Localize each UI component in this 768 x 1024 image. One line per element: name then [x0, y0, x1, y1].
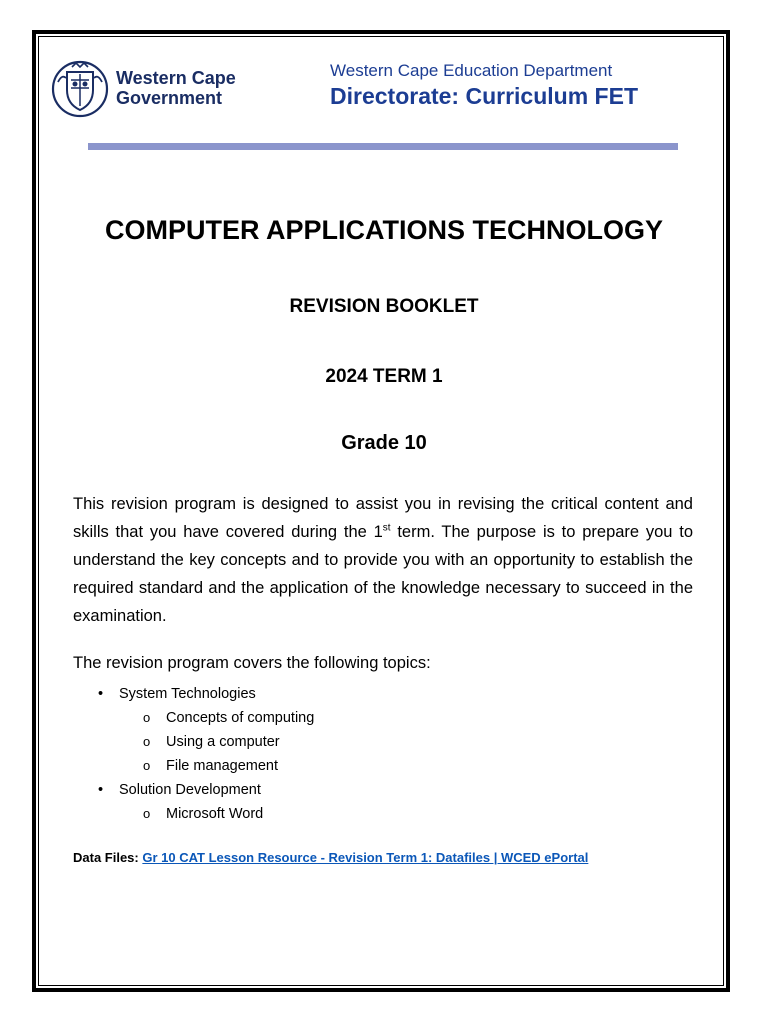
booklet-subtitle: REVISION BOOKLET — [289, 296, 479, 317]
paragraph-part1: This revision program is designed to assist you in revising the critical content and skills that you have covered during the 1 — [73, 495, 693, 541]
intro-paragraph — [73, 490, 693, 630]
circle-bullet-icon: o — [143, 734, 151, 749]
data-files-link[interactable]: Gr 10 CAT Lesson Resource - Revision Term 1: Datafiles | WCED ePortal — [142, 850, 589, 865]
topics-intro: The revision program covers the following topics: — [73, 654, 431, 672]
page-title: COMPUTER APPLICATIONS TECHNOLOGY — [104, 215, 663, 245]
circle-bullet-icon: o — [143, 806, 151, 821]
wcg-logo — [50, 60, 270, 120]
term-subtitle: 2024 TERM 1 — [325, 366, 443, 387]
data-files-line — [73, 850, 588, 865]
header-rule — [88, 143, 678, 150]
grade-subtitle: Grade 10 — [341, 432, 427, 454]
bullet-icon: • — [98, 782, 104, 798]
circle-bullet-icon: o — [143, 758, 151, 773]
paragraph-part2: term. The purpose is to prepare you to understand the key concepts and to provide you with an opportunity to establish the required standard and the application of the knowledge necessary to succeed in the examination. — [73, 523, 694, 625]
paragraph-superscript: st — [382, 522, 391, 534]
logo-text — [116, 68, 236, 108]
coat-of-arms-icon — [50, 60, 110, 118]
department-heading — [330, 60, 638, 110]
department-name: Western Cape Education Department — [330, 61, 613, 80]
data-files-label: Data Files: — [73, 850, 143, 865]
circle-bullet-icon: o — [143, 710, 151, 725]
logo-line1: Western Cape — [116, 68, 236, 88]
directorate-name: Directorate: Curriculum FET — [330, 83, 638, 109]
bullet-icon: • — [98, 686, 104, 702]
logo-line2: Government — [116, 88, 223, 108]
